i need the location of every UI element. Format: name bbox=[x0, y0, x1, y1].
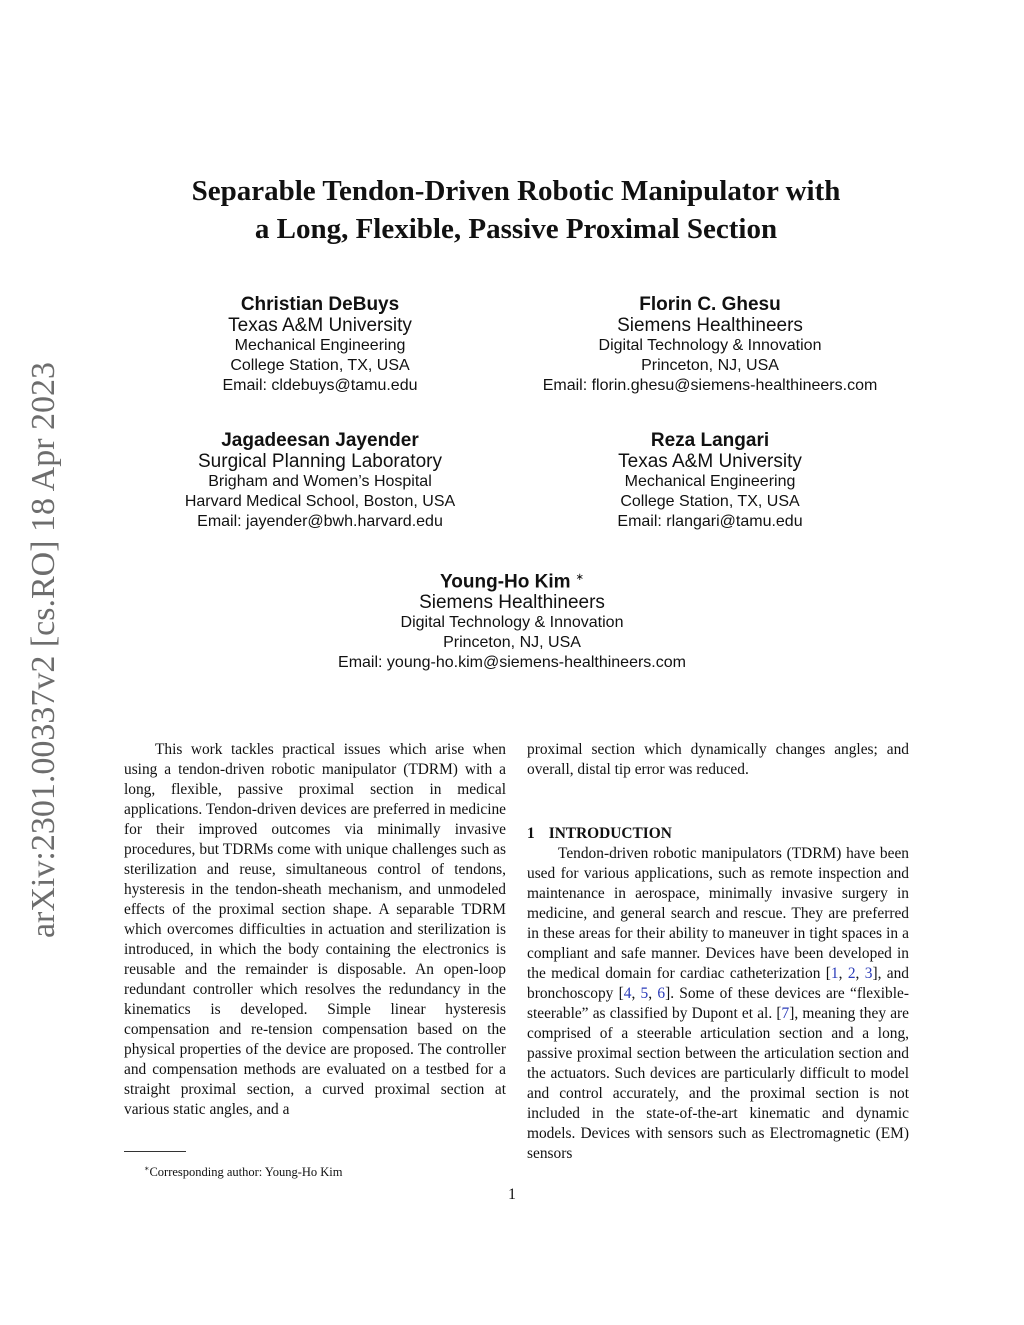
author-department: Digital Technology & Innovation bbox=[400, 614, 624, 632]
author-block-kim bbox=[312, 567, 712, 673]
title-line-2: a Long, Flexible, Passive Proximal Section bbox=[254, 213, 778, 245]
citation-link[interactable]: 7 bbox=[781, 1005, 790, 1022]
citation-link[interactable]: 1 bbox=[830, 965, 839, 982]
corresponding-author-mark: ∗ bbox=[575, 572, 584, 583]
footnote bbox=[144, 1164, 343, 1180]
author-department: Mechanical Engineering bbox=[624, 473, 796, 490]
author-organization: Texas A&M University bbox=[618, 451, 802, 472]
author-name: Reza Langari bbox=[650, 430, 770, 451]
author-location: Harvard Medical School, Boston, USA bbox=[184, 493, 456, 510]
author-organization: Siemens Healthineers bbox=[419, 592, 605, 614]
author-name: Christian DeBuys bbox=[240, 294, 400, 315]
left-column bbox=[124, 740, 506, 1120]
citation-link[interactable]: 3 bbox=[864, 965, 873, 982]
author-email: Email: florin.ghesu@siemens-healthineers.com bbox=[542, 377, 878, 394]
author-block-jayender bbox=[170, 430, 470, 532]
author-email: Email: young-ho.kim@siemens-healthineers.com bbox=[338, 654, 686, 672]
author-name: Florin C. Ghesu bbox=[639, 294, 781, 315]
author-block-langari bbox=[560, 430, 860, 532]
citation-link[interactable]: 5 bbox=[640, 985, 649, 1002]
abstract-continuation: proximal section which dynamically changes angles; and overall, distal tip error was reduced. bbox=[527, 741, 909, 778]
author-organization: Texas A&M University bbox=[228, 315, 412, 336]
author-department: Mechanical Engineering bbox=[234, 337, 406, 354]
author-block-debuys bbox=[170, 294, 470, 396]
footnote-rule bbox=[124, 1151, 186, 1152]
section-title: INTRODUCTION bbox=[548, 825, 672, 842]
right-column bbox=[527, 740, 909, 1164]
author-location: Princeton, NJ, USA bbox=[443, 634, 581, 652]
author-organization: Surgical Planning Laboratory bbox=[198, 451, 442, 472]
author-email: Email: cldebuys@tamu.edu bbox=[222, 377, 418, 394]
author-location: College Station, TX, USA bbox=[230, 357, 410, 374]
author-email: Email: jayender@bwh.harvard.edu bbox=[197, 513, 443, 530]
introduction-paragraph: Tendon-driven robotic manipulators (TDRM) have been used for various applications, such as remote inspection and maintenance in aerospace, minimally invasive surgery in medicine, and general search and rescue. They are preferred in these areas for their ability to maneuver in tight spaces in a compliant and safe manner. Devices have been developed in the medical domain for cardiac catheterization [1, 2, 3], and bronchoscopy [4, 5, 6]. Some of these devices are “flexible-steerable” as classified by Dupont et al. [7], meaning they are comprised of a steerable articulation section and a long, passive proximal section between the articulation section and the actuators. Such devices are particularly difficult to model and control accurately, and the proximal section is not included in the state-of-the-art kinematic and dynamic models. Devices with sensors such as Electromagnetic (EM) sensors bbox=[527, 845, 910, 1162]
author-name: Young-Ho Kim bbox=[440, 571, 571, 593]
citation-link[interactable]: 2 bbox=[847, 965, 856, 982]
author-department: Brigham and Women’s Hospital bbox=[208, 473, 432, 490]
abstract-text: This work tackles practical issues which arise when using a tendon-driven robotic manipulator (TDRM) with a long, flexible, passive proximal section in medical applications. Tendon-driven devices are preferred in medicine for their improved outcomes via minimally invasive procedures, but TDRMs come with unique challenges such as sterilization and reuse, simultaneous control of tendons, hysteresis in the tendon-sheath mechanism, and unmodeled effects of the proximal section shape. A separable TDRM which overcomes difficulties in actuation and sterilization is introduced, in which the body containing the electronics is reusable and the remainder is disposable. An open-loop redundant controller which resolves the redundancy in the kinematics is developed. Simple linear hysteresis compensation and re-tension compensation based on the physical properties of the device are proposed. The controller and compensation methods are evaluated on a testbed for a straight proximal section, a curved proximal section at various static angles, and a bbox=[124, 741, 506, 1118]
author-department: Digital Technology & Innovation bbox=[598, 337, 822, 354]
section-heading bbox=[527, 824, 909, 844]
arxiv-stamp: arXiv:2301.00337v2 [cs.RO] 18 Apr 2023 bbox=[25, 361, 62, 939]
paper-title bbox=[120, 172, 912, 248]
footnote-mark: ∗ bbox=[144, 1164, 150, 1173]
author-email: Email: rlangari@tamu.edu bbox=[617, 513, 803, 530]
author-name-row bbox=[312, 567, 712, 593]
citation-link[interactable]: 6 bbox=[657, 985, 666, 1002]
page-number: 1 bbox=[508, 1186, 516, 1203]
author-location: College Station, TX, USA bbox=[620, 493, 800, 510]
title-line-1: Separable Tendon-Driven Robotic Manipulator with bbox=[191, 175, 841, 207]
citation-link[interactable]: 4 bbox=[623, 985, 632, 1002]
author-block-ghesu bbox=[505, 294, 915, 396]
author-organization: Siemens Healthineers bbox=[617, 315, 803, 336]
author-name: Jagadeesan Jayender bbox=[221, 430, 419, 451]
section-number: 1 bbox=[527, 825, 535, 842]
footnote-text: Corresponding author: Young-Ho Kim bbox=[149, 1165, 343, 1180]
author-location: Princeton, NJ, USA bbox=[641, 357, 779, 374]
